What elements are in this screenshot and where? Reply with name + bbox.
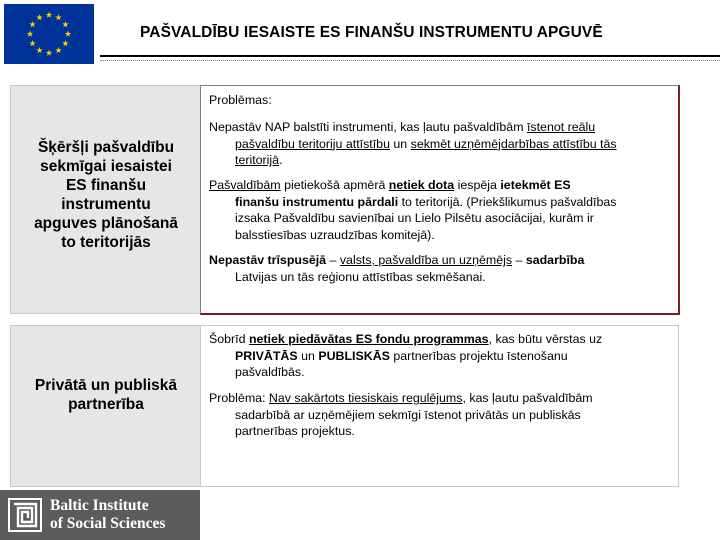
- page-title: PAŠVALDĪBU IESAISTE ES FINANŠU INSTRUMENTU APGUVĒ: [140, 24, 603, 41]
- ppp-label-box: [10, 325, 202, 487]
- eu-flag-icon: [4, 4, 94, 64]
- problem-paragraph-2: Pašvaldībām pietiekošā apmērā netiek dota iespēja ietekmēt ES finanšu instrumentu pārdali to teritorijā. (Priekšlikumus pašvaldības izsaka Pašvaldību savienībai un Lielo Pilsētu asociācijai, kurām ir balsstiesības uzraudzības komitejā).: [209, 178, 617, 242]
- problems-box: [200, 85, 680, 315]
- logo-line-2: of Social Sciences: [50, 515, 166, 532]
- ppp-box: [200, 325, 679, 487]
- title-divider-dotted: [100, 60, 720, 61]
- ppp-paragraph-2: Problēma: Nav sakārtots tiesiskais regulējums, kas ļautu pašvaldībām sadarbībā ar uzņēmējiem sekmīgi īstenot privātās un publiskās partnerības projektus.: [209, 391, 593, 438]
- obstacles-label-box: [10, 85, 202, 314]
- bis-logo-mark-icon: [8, 498, 42, 532]
- problems-heading: Problēmas:: [209, 93, 272, 107]
- obstacles-label: Šķēršļi pašvaldību sekmīgai iesaistei ES finanšu instrumentu apguves plānošanā to teritorijās: [34, 139, 178, 251]
- logo-line-1: Baltic Institute: [50, 497, 149, 514]
- ppp-paragraph-1: Šobrīd netiek piedāvātas ES fondu programmas, kas būtu vērstas uz PRIVĀTĀS un PUBLISKĀS partnerības projektu īstenošanu pašvaldībās.: [209, 332, 603, 379]
- bis-logo: [0, 490, 200, 540]
- title-divider: [100, 55, 720, 57]
- ppp-label: Privātā un publiskā partnerība: [34, 377, 178, 413]
- problem-paragraph-1: Nepastāv NAP balstīti instrumenti, kas ļautu pašvaldībām īstenot reālu pašvaldību teritoriju attīstību un sekmēt uzņēmējdarbības attīstību tās teritorijā.: [209, 120, 617, 167]
- problem-paragraph-3: Nepastāv trīspusējā – valsts, pašvaldība un uzņēmējs – sadarbība Latvijas un tās reģionu attīstības sekmēšanai.: [209, 253, 585, 284]
